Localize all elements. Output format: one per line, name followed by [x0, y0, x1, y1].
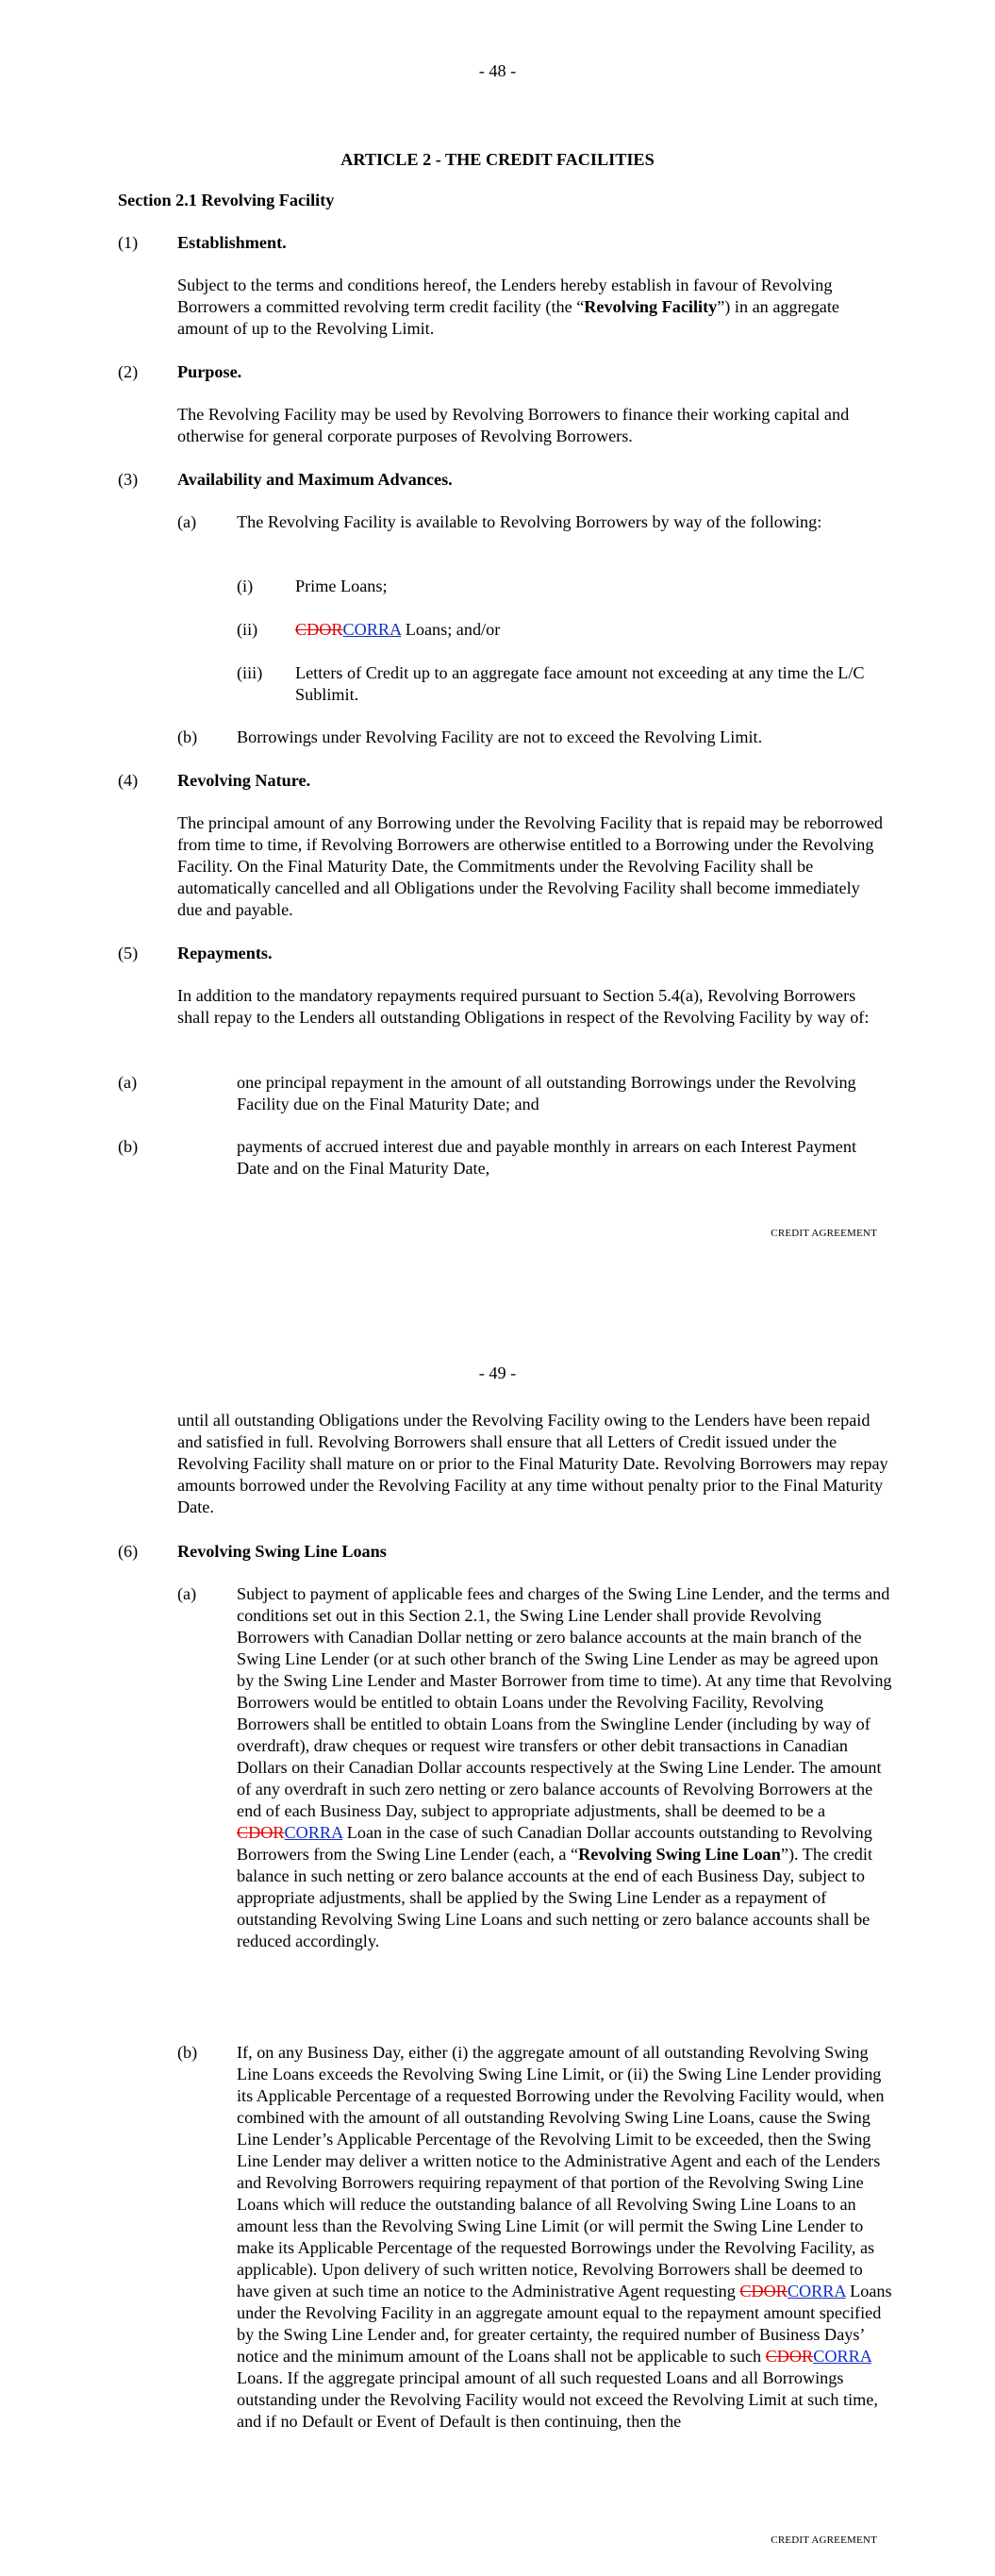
subsection-heading: Revolving Swing Line Loans: [177, 1542, 387, 1561]
page-number: - 48 -: [478, 61, 517, 80]
defined-term: Revolving Swing Line Loan: [578, 1845, 781, 1864]
clause-number: (b): [177, 728, 198, 746]
deleted-text: CDOR: [295, 620, 343, 639]
clause-number: (a): [177, 1584, 197, 1603]
clause-text: Subject to payment of applicable fees and charges of the Swing Line Lender, and the terms and conditions set out in this Section 2.1, the Swing Line Lender shall provide Revolving Borrowers with Canadian Dollar netting or zero balance accounts at the main branch of the Swing Line Lender (or at such other branch of the Swing Line Lender as may be agreed upon by the Swing Line Lender and Master Borrower from time to time). At any time that Revolving Borrowers would be entitled to obtain Loans under the Revolving Facility, Revolving Borrowers shall be entitled to obtain Loans from the Swingline Lender (including by way of overdraft), draw cheques or request wire transfers or other debit transactions in Canadian Dollars on their Canadian Dollar accounts respectively at the Swing Line Lender. The amount of any overdraft in such zero netting or zero balance accounts of Revolving Borrowers at the end of each Business Day, subject to appropriate adjustments, shall be deemed to be a CDORCORRA Loan in the case of such Canadian Dollar accounts outstanding to Revolving Borrowers from the Swing Line Lender (each, a “Revolving Swing Line Loan”). The credit balance in such netting or zero balance accounts at the end of each Business Day, subject to appropriate adjustments, shall be applied by the Swing Line Lender as a repayment of outstanding Revolving Swing Line Loans and such netting or zero balance accounts shall be reduced accordingly.: [237, 1584, 892, 1950]
item-number: (i): [237, 577, 254, 595]
inserted-text: CORRA: [284, 1823, 343, 1842]
subsection-heading: Establishment.: [177, 233, 287, 252]
page-footer: CREDIT AGREEMENT: [771, 2534, 877, 2546]
subsection-heading: Revolving Nature.: [177, 771, 311, 790]
page-footer: CREDIT AGREEMENT: [771, 1228, 877, 1239]
inserted-text: CORRA: [787, 2282, 846, 2300]
item-text: Letters of Credit up to an aggregate face amount not exceeding at any time the L/C Sublimit.: [295, 663, 865, 704]
subsection-number: (3): [118, 470, 139, 489]
item-number: (ii): [237, 620, 258, 639]
subsection-number: (6): [118, 1542, 139, 1561]
continuation-text: until all outstanding Obligations under the Revolving Facility owing to the Lenders have been repaid and satisfied in full. Revolving Borrowers shall ensure that all Letters of Credit issued under the Revolving Facility shall mature on or prior to the Final Maturity Date. Revolving Borrowers may repay amounts borrowed under the Revolving Facility at any time without penalty prior to the Final Maturity Date.: [177, 1411, 888, 1516]
subsection-heading: Availability and Maximum Advances.: [177, 470, 453, 489]
subsection-heading: Purpose.: [177, 362, 242, 381]
clause-text: If, on any Business Day, either (i) the aggregate amount of all outstanding Revolving Swing Line Loans exceeds the Revolving Swing Line Limit, or (ii) the Swing Line Lender providing its Applicable Percentage of a requested Borrowing under the Revolving Facility would, when combined with the amount of all outstanding Revolving Swing Line Loans, cause the Swing Line Lender’s Applicable Percentage of the Revolving Limit to be exceeded, then the Swing Line Lender may deliver a written notice to the Administrative Agent and each of the Lenders and Revolving Borrowers requiring repayment of that portion of the Revolving Swing Line Loans which will reduce the outstanding balance of all Revolving Swing Line Loans to an amount less than the Revolving Swing Line Limit (or will permit the Swing Line Lender to make its Applicable Percentage of the requested Borrowings under the Revolving Facility, as applicable). Upon delivery of such written notice, Revolving Borrowers shall be deemed to have given at such time an notice to the Administrative Agent requesting CDORCORRA Loans under the Revolving Facility in an aggregate amount equal to the repayment amount specified by the Swing Line Lender and, for greater certainty, the required number of Business Days’ notice and the minimum amount of the Loans shall not be applicable to such CDORCORRA Loans. If the aggregate principal amount of all such requested Loans and all Borrowings outstanding under the Revolving Facility would not exceed the Revolving Limit at such time, and if no Default or Event of Default is then continuing, then the: [237, 2043, 892, 2431]
defined-term: Revolving Facility: [584, 297, 718, 316]
item-text: Prime Loans;: [295, 577, 388, 595]
inserted-text: CORRA: [813, 2347, 871, 2366]
item-text: CDORCORRA Loans; and/or: [295, 620, 501, 639]
deleted-text: CDOR: [765, 2347, 814, 2366]
clause-number: (a): [177, 512, 197, 531]
section-heading: Section 2.1 Revolving Facility: [118, 191, 335, 209]
item-number: (iii): [237, 663, 263, 682]
article-title: ARTICLE 2 - THE CREDIT FACILITIES: [340, 150, 655, 169]
subsection-number: (1): [118, 233, 139, 252]
page-number: - 49 -: [478, 1363, 517, 1382]
subsection-heading: Repayments.: [177, 944, 273, 962]
subsection-number: (4): [118, 771, 139, 790]
subsection-body: The Revolving Facility may be used by Revolving Borrowers to finance their working capital and otherwise for general corporate purposes of Revolving Borrowers.: [177, 405, 850, 445]
subsection-body: The principal amount of any Borrowing under the Revolving Facility that is repaid may be reborrowed from time to time, if Revolving Borrowers are otherwise entitled to a Borrowing under the Revolving Facility. On the Final Maturity Date, the Commitments under the Revolving Facility shall be automatically cancelled and all Obligations under the Revolving Facility shall become immediately due and payable.: [177, 813, 884, 919]
subsection-body: In addition to the mandatory repayments required pursuant to Section 5.4(a), Revolving Borrowers shall repay to the Lenders all outstanding Obligations in respect of the Revolving Facility by way of:: [177, 986, 870, 1027]
page-49: [0, 1302, 995, 2576]
clause-number: (a): [118, 1073, 138, 1092]
subsection-number: (5): [118, 944, 139, 962]
clause-text: The Revolving Facility is available to Revolving Borrowers by way of the following:: [237, 512, 822, 531]
clause-text: payments of accrued interest due and payable monthly in arrears on each Interest Payment Date and on the Final Maturity Date,: [237, 1137, 857, 1178]
clause-text: Borrowings under Revolving Facility are not to exceed the Revolving Limit.: [237, 728, 763, 746]
clause-number: (b): [177, 2043, 198, 2062]
deleted-text: CDOR: [237, 1823, 285, 1842]
clause-number: (b): [118, 1137, 139, 1156]
inserted-text: CORRA: [342, 620, 402, 639]
subsection-body: Subject to the terms and conditions hereof, the Lenders hereby establish in favour of Revolving Borrowers a committed revolving term credit facility (the “Revolving Facility”) in an aggregate amount of up to the Revolving Limit.: [177, 276, 839, 338]
clause-text: one principal repayment in the amount of all outstanding Borrowings under the Revolving Facility due on the Final Maturity Date; and: [237, 1073, 856, 1113]
subsection-number: (2): [118, 362, 139, 381]
deleted-text: CDOR: [739, 2282, 788, 2300]
